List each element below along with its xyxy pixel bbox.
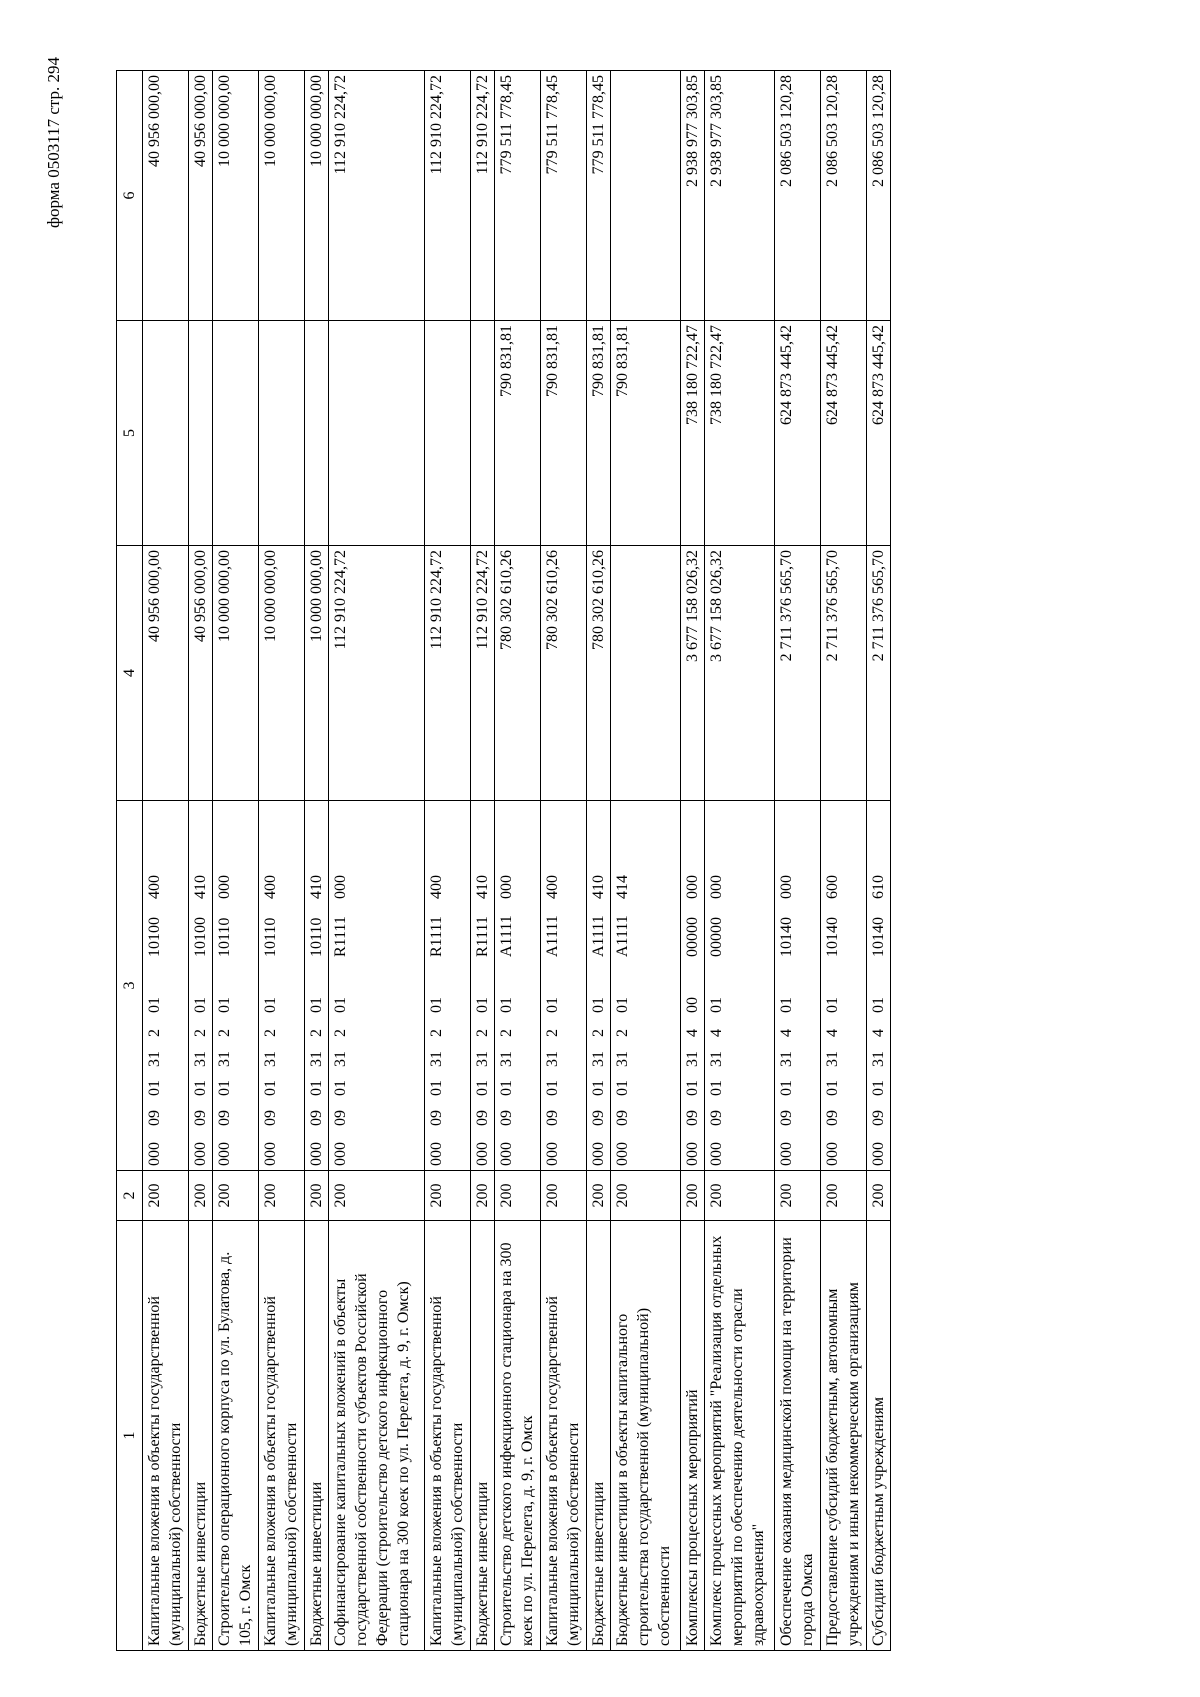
row-value-5: 790 831,81 bbox=[587, 321, 611, 546]
code-part-5: 4 bbox=[708, 1029, 725, 1037]
row-line-code: 200 bbox=[259, 1171, 305, 1221]
row-line-code: 200 bbox=[587, 1171, 611, 1221]
row-name: Капитальные вложения в объекты государственной (муниципальной) собственности bbox=[425, 1221, 471, 1651]
code-part-3: 01 bbox=[474, 1080, 491, 1096]
code-part-1: 000 bbox=[684, 1142, 701, 1166]
row-budget-code bbox=[213, 801, 259, 1171]
row-value-5 bbox=[305, 321, 329, 546]
code-part-9: 400 bbox=[428, 875, 445, 899]
code-part-5: 2 bbox=[614, 1029, 631, 1037]
budget-table bbox=[116, 70, 891, 1651]
row-value-5 bbox=[189, 321, 213, 546]
code-part-1: 000 bbox=[778, 1142, 795, 1166]
row-value-6: 2 086 503 120,28 bbox=[867, 71, 891, 321]
row-budget-code bbox=[705, 801, 775, 1171]
code-part-4: 31 bbox=[870, 1051, 887, 1067]
row-line-code: 200 bbox=[495, 1171, 541, 1221]
row-budget-code bbox=[587, 801, 611, 1171]
code-part-9: 410 bbox=[474, 875, 491, 899]
code-part-8: A1111 bbox=[590, 915, 607, 957]
code-part-8: 10110 bbox=[308, 917, 325, 957]
code-part-4: 31 bbox=[824, 1051, 841, 1067]
code-part-6: 01 bbox=[146, 997, 163, 1013]
row-value-5 bbox=[471, 321, 495, 546]
table-row bbox=[329, 71, 425, 1651]
code-part-9: 410 bbox=[192, 875, 209, 899]
code-part-2: 09 bbox=[544, 1110, 561, 1126]
code-part-4: 31 bbox=[428, 1051, 445, 1067]
code-part-6: 01 bbox=[308, 997, 325, 1013]
code-part-6: 01 bbox=[474, 997, 491, 1013]
code-part-2: 09 bbox=[474, 1110, 491, 1126]
header-col-6: 6 bbox=[117, 71, 143, 321]
code-part-9: 410 bbox=[308, 875, 325, 899]
code-part-2: 09 bbox=[192, 1110, 209, 1126]
row-value-4: 2 711 376 565,70 bbox=[775, 546, 821, 801]
row-value-6: 779 511 778,45 bbox=[541, 71, 587, 321]
code-part-5: 2 bbox=[146, 1029, 163, 1037]
code-part-2: 09 bbox=[824, 1110, 841, 1126]
code-part-1: 000 bbox=[192, 1142, 209, 1166]
code-part-5: 2 bbox=[474, 1029, 491, 1037]
code-part-2: 09 bbox=[870, 1110, 887, 1126]
row-budget-code bbox=[329, 801, 425, 1171]
row-value-6: 112 910 224,72 bbox=[471, 71, 495, 321]
table-row bbox=[611, 71, 681, 1651]
row-line-code: 200 bbox=[681, 1171, 705, 1221]
row-value-6: 40 956 000,00 bbox=[189, 71, 213, 321]
table-header-row bbox=[117, 71, 143, 1651]
header-col-5: 5 bbox=[117, 321, 143, 546]
code-part-1: 000 bbox=[262, 1142, 279, 1166]
row-budget-code bbox=[821, 801, 867, 1171]
row-name: Бюджетные инвестиции bbox=[189, 1221, 213, 1651]
table-row bbox=[189, 71, 213, 1651]
row-value-4: 112 910 224,72 bbox=[471, 546, 495, 801]
code-part-3: 01 bbox=[614, 1080, 631, 1096]
code-part-5: 2 bbox=[428, 1029, 445, 1037]
code-part-4: 31 bbox=[684, 1051, 701, 1067]
row-value-4: 780 302 610,26 bbox=[495, 546, 541, 801]
code-part-3: 01 bbox=[332, 1080, 349, 1096]
code-part-4: 31 bbox=[332, 1051, 349, 1067]
code-part-3: 01 bbox=[590, 1080, 607, 1096]
code-part-9: 000 bbox=[778, 875, 795, 899]
row-value-6 bbox=[611, 71, 681, 321]
code-part-5: 2 bbox=[216, 1029, 233, 1037]
code-part-8: A1111 bbox=[614, 915, 631, 957]
code-part-8: 00000 bbox=[684, 917, 701, 957]
code-part-2: 09 bbox=[778, 1110, 795, 1126]
row-value-5: 790 831,81 bbox=[611, 321, 681, 546]
code-part-2: 09 bbox=[216, 1110, 233, 1126]
row-value-5 bbox=[259, 321, 305, 546]
row-line-code: 200 bbox=[305, 1171, 329, 1221]
code-part-5: 2 bbox=[192, 1029, 209, 1037]
code-part-1: 000 bbox=[498, 1142, 515, 1166]
code-part-3: 01 bbox=[498, 1080, 515, 1096]
row-name: Обеспечение оказания медицинской помощи на территории города Омска bbox=[775, 1221, 821, 1651]
code-part-4: 31 bbox=[192, 1051, 209, 1067]
table-row bbox=[471, 71, 495, 1651]
row-budget-code bbox=[611, 801, 681, 1171]
table-row bbox=[213, 71, 259, 1651]
code-part-4: 31 bbox=[308, 1051, 325, 1067]
code-part-5: 4 bbox=[870, 1029, 887, 1037]
row-value-6: 10 000 000,00 bbox=[305, 71, 329, 321]
row-value-4: 2 711 376 565,70 bbox=[867, 546, 891, 801]
row-name: Бюджетные инвестиции bbox=[305, 1221, 329, 1651]
code-part-6: 01 bbox=[332, 997, 349, 1013]
row-value-6: 10 000 000,00 bbox=[259, 71, 305, 321]
code-part-2: 09 bbox=[684, 1110, 701, 1126]
code-part-4: 31 bbox=[614, 1051, 631, 1067]
row-line-code: 200 bbox=[611, 1171, 681, 1221]
row-name: Софинансирование капитальных вложений в объекты государственной собственности субъектов Российской Федерации (строительство детского инфекционного стационара на 300 коек по ул. Перелета, д. 9, г. Омск) bbox=[329, 1221, 425, 1651]
code-part-6: 01 bbox=[544, 997, 561, 1013]
code-part-3: 01 bbox=[544, 1080, 561, 1096]
code-part-8: 10110 bbox=[262, 917, 279, 957]
code-part-6: 00 bbox=[684, 997, 701, 1013]
row-value-5: 738 180 722,47 bbox=[705, 321, 775, 546]
code-part-1: 000 bbox=[544, 1142, 561, 1166]
code-part-9: 600 bbox=[824, 875, 841, 899]
code-part-5: 2 bbox=[262, 1029, 279, 1037]
row-line-code: 200 bbox=[213, 1171, 259, 1221]
code-part-1: 000 bbox=[308, 1142, 325, 1166]
code-part-4: 31 bbox=[498, 1051, 515, 1067]
row-budget-code bbox=[867, 801, 891, 1171]
row-value-6: 2 086 503 120,28 bbox=[775, 71, 821, 321]
row-budget-code bbox=[143, 801, 189, 1171]
row-name: Капитальные вложения в объекты государственной (муниципальной) собственности bbox=[541, 1221, 587, 1651]
row-budget-code bbox=[681, 801, 705, 1171]
code-part-4: 31 bbox=[146, 1051, 163, 1067]
row-value-4: 112 910 224,72 bbox=[329, 546, 425, 801]
code-part-9: 400 bbox=[146, 875, 163, 899]
header-col-3: 3 bbox=[117, 801, 143, 1171]
code-part-8: R1111 bbox=[332, 916, 349, 957]
row-value-5: 738 180 722,47 bbox=[681, 321, 705, 546]
code-part-2: 09 bbox=[614, 1110, 631, 1126]
row-name: Бюджетные инвестиции bbox=[471, 1221, 495, 1651]
code-part-8: R1111 bbox=[474, 916, 491, 957]
table-row bbox=[495, 71, 541, 1651]
code-part-8: 10140 bbox=[824, 917, 841, 957]
row-value-5 bbox=[425, 321, 471, 546]
code-part-2: 09 bbox=[590, 1110, 607, 1126]
code-part-1: 000 bbox=[428, 1142, 445, 1166]
row-budget-code bbox=[471, 801, 495, 1171]
table-row bbox=[681, 71, 705, 1651]
row-value-4: 10 000 000,00 bbox=[213, 546, 259, 801]
code-part-2: 09 bbox=[428, 1110, 445, 1126]
row-value-4: 10 000 000,00 bbox=[259, 546, 305, 801]
row-value-6: 2 938 977 303,85 bbox=[681, 71, 705, 321]
row-value-6: 10 000 000,00 bbox=[213, 71, 259, 321]
code-part-9: 000 bbox=[498, 875, 515, 899]
code-part-3: 01 bbox=[262, 1080, 279, 1096]
row-value-4: 3 677 158 026,32 bbox=[681, 546, 705, 801]
code-part-4: 31 bbox=[474, 1051, 491, 1067]
code-part-5: 4 bbox=[778, 1029, 795, 1037]
row-value-4: 2 711 376 565,70 bbox=[821, 546, 867, 801]
code-part-3: 01 bbox=[216, 1080, 233, 1096]
table-body bbox=[143, 71, 891, 1651]
code-part-9: 000 bbox=[216, 875, 233, 899]
row-line-code: 200 bbox=[705, 1171, 775, 1221]
code-part-6: 01 bbox=[870, 997, 887, 1013]
row-value-4: 780 302 610,26 bbox=[587, 546, 611, 801]
code-part-6: 01 bbox=[192, 997, 209, 1013]
row-line-code: 200 bbox=[867, 1171, 891, 1221]
row-line-code: 200 bbox=[821, 1171, 867, 1221]
row-value-5 bbox=[213, 321, 259, 546]
code-part-3: 01 bbox=[146, 1080, 163, 1096]
code-part-6: 01 bbox=[824, 997, 841, 1013]
code-part-6: 01 bbox=[216, 997, 233, 1013]
row-value-5: 790 831,81 bbox=[541, 321, 587, 546]
table-row bbox=[821, 71, 867, 1651]
code-part-6: 01 bbox=[428, 997, 445, 1013]
code-part-1: 000 bbox=[614, 1142, 631, 1166]
code-part-2: 09 bbox=[146, 1110, 163, 1126]
table-row bbox=[305, 71, 329, 1651]
row-value-4 bbox=[611, 546, 681, 801]
code-part-3: 01 bbox=[778, 1080, 795, 1096]
row-line-code: 200 bbox=[775, 1171, 821, 1221]
row-value-4: 10 000 000,00 bbox=[305, 546, 329, 801]
code-part-6: 01 bbox=[778, 997, 795, 1013]
table-row bbox=[775, 71, 821, 1651]
code-part-2: 09 bbox=[262, 1110, 279, 1126]
code-part-3: 01 bbox=[192, 1080, 209, 1096]
code-part-2: 09 bbox=[498, 1110, 515, 1126]
row-name: Предоставление субсидий бюджетным, автономным учреждениям и иным некоммерческим организациям bbox=[821, 1221, 867, 1651]
code-part-2: 09 bbox=[708, 1110, 725, 1126]
code-part-4: 31 bbox=[216, 1051, 233, 1067]
header-col-2: 2 bbox=[117, 1171, 143, 1221]
table-row bbox=[867, 71, 891, 1651]
row-name: Капитальные вложения в объекты государственной (муниципальной) собственности bbox=[143, 1221, 189, 1651]
code-part-2: 09 bbox=[332, 1110, 349, 1126]
code-part-8: 10140 bbox=[778, 917, 795, 957]
code-part-1: 000 bbox=[216, 1142, 233, 1166]
code-part-1: 000 bbox=[824, 1142, 841, 1166]
code-part-6: 01 bbox=[262, 997, 279, 1013]
code-part-3: 01 bbox=[870, 1080, 887, 1096]
code-part-4: 31 bbox=[778, 1051, 795, 1067]
row-value-6: 779 511 778,45 bbox=[495, 71, 541, 321]
code-part-6: 01 bbox=[498, 997, 515, 1013]
row-line-code: 200 bbox=[189, 1171, 213, 1221]
row-value-5: 624 873 445,42 bbox=[821, 321, 867, 546]
code-part-1: 000 bbox=[474, 1142, 491, 1166]
code-part-3: 01 bbox=[428, 1080, 445, 1096]
row-value-6: 779 511 778,45 bbox=[587, 71, 611, 321]
row-value-5 bbox=[143, 321, 189, 546]
code-part-8: A1111 bbox=[498, 915, 515, 957]
row-value-4: 40 956 000,00 bbox=[143, 546, 189, 801]
row-value-5: 790 831,81 bbox=[495, 321, 541, 546]
row-budget-code bbox=[189, 801, 213, 1171]
code-part-5: 2 bbox=[544, 1029, 561, 1037]
code-part-5: 2 bbox=[332, 1029, 349, 1037]
row-budget-code bbox=[259, 801, 305, 1171]
row-line-code: 200 bbox=[471, 1171, 495, 1221]
row-line-code: 200 bbox=[425, 1171, 471, 1221]
row-name: Капитальные вложения в объекты государственной (муниципальной) собственности bbox=[259, 1221, 305, 1651]
table-row bbox=[143, 71, 189, 1651]
code-part-1: 000 bbox=[146, 1142, 163, 1166]
code-part-4: 31 bbox=[590, 1051, 607, 1067]
code-part-8: 00000 bbox=[708, 917, 725, 957]
code-part-9: 000 bbox=[708, 875, 725, 899]
code-part-6: 01 bbox=[708, 997, 725, 1013]
code-part-4: 31 bbox=[708, 1051, 725, 1067]
row-name: Комплекс процессных мероприятий "Реализация отдельных мероприятий по обеспечению деятельности отрасли здравоохранения" bbox=[705, 1221, 775, 1651]
code-part-8: 10110 bbox=[216, 917, 233, 957]
row-value-4: 112 910 224,72 bbox=[425, 546, 471, 801]
row-value-4: 40 956 000,00 bbox=[189, 546, 213, 801]
table-row bbox=[705, 71, 775, 1651]
code-part-8: A1111 bbox=[544, 915, 561, 957]
row-value-6: 40 956 000,00 bbox=[143, 71, 189, 321]
row-line-code: 200 bbox=[541, 1171, 587, 1221]
code-part-5: 4 bbox=[684, 1029, 701, 1037]
row-value-4: 780 302 610,26 bbox=[541, 546, 587, 801]
row-value-5: 624 873 445,42 bbox=[775, 321, 821, 546]
row-budget-code bbox=[425, 801, 471, 1171]
code-part-1: 000 bbox=[590, 1142, 607, 1166]
code-part-9: 410 bbox=[590, 875, 607, 899]
row-value-4: 3 677 158 026,32 bbox=[705, 546, 775, 801]
form-reference: форма 0503117 стр. 294 bbox=[44, 57, 63, 228]
code-part-9: 414 bbox=[614, 875, 631, 899]
code-part-8: R1111 bbox=[428, 916, 445, 957]
row-name: Строительство детского инфекционного стационара на 300 коек по ул. Перелета, д. 9, г. Омск bbox=[495, 1221, 541, 1651]
row-value-6: 2 086 503 120,28 bbox=[821, 71, 867, 321]
code-part-9: 400 bbox=[544, 875, 561, 899]
code-part-6: 01 bbox=[614, 997, 631, 1013]
code-part-5: 2 bbox=[590, 1029, 607, 1037]
table-row bbox=[259, 71, 305, 1651]
code-part-8: 10140 bbox=[870, 917, 887, 957]
code-part-4: 31 bbox=[262, 1051, 279, 1067]
code-part-9: 610 bbox=[870, 875, 887, 899]
code-part-3: 01 bbox=[824, 1080, 841, 1096]
code-part-9: 000 bbox=[332, 875, 349, 899]
code-part-4: 31 bbox=[544, 1051, 561, 1067]
code-part-6: 01 bbox=[590, 997, 607, 1013]
table-row bbox=[587, 71, 611, 1651]
code-part-9: 400 bbox=[262, 875, 279, 899]
header-col-1: 1 bbox=[117, 1221, 143, 1651]
code-part-3: 01 bbox=[308, 1080, 325, 1096]
row-value-6: 112 910 224,72 bbox=[329, 71, 425, 321]
row-value-6: 112 910 224,72 bbox=[425, 71, 471, 321]
row-line-code: 200 bbox=[329, 1171, 425, 1221]
row-value-5 bbox=[329, 321, 425, 546]
row-line-code: 200 bbox=[143, 1171, 189, 1221]
row-name: Бюджетные инвестиции в объекты капитального строительства государственной (муниципальной) собственности bbox=[611, 1221, 681, 1651]
code-part-2: 09 bbox=[308, 1110, 325, 1126]
code-part-1: 000 bbox=[332, 1142, 349, 1166]
table-row bbox=[425, 71, 471, 1651]
code-part-8: 10100 bbox=[192, 917, 209, 957]
code-part-3: 01 bbox=[708, 1080, 725, 1096]
code-part-3: 01 bbox=[684, 1080, 701, 1096]
row-budget-code bbox=[305, 801, 329, 1171]
row-name: Бюджетные инвестиции bbox=[587, 1221, 611, 1651]
code-part-1: 000 bbox=[708, 1142, 725, 1166]
row-budget-code bbox=[541, 801, 587, 1171]
row-name: Субсидии бюджетным учреждениям bbox=[867, 1221, 891, 1651]
row-value-5: 624 873 445,42 bbox=[867, 321, 891, 546]
code-part-5: 2 bbox=[308, 1029, 325, 1037]
code-part-1: 000 bbox=[870, 1142, 887, 1166]
header-col-4: 4 bbox=[117, 546, 143, 801]
table-row bbox=[541, 71, 587, 1651]
row-name: Строительство операционного корпуса по ул. Булатова, д. 105, г. Омск bbox=[213, 1221, 259, 1651]
code-part-9: 000 bbox=[684, 875, 701, 899]
code-part-5: 4 bbox=[824, 1029, 841, 1037]
row-name: Комплексы процессных мероприятий bbox=[681, 1221, 705, 1651]
row-budget-code bbox=[495, 801, 541, 1171]
code-part-8: 10100 bbox=[146, 917, 163, 957]
code-part-5: 2 bbox=[498, 1029, 515, 1037]
row-value-6: 2 938 977 303,85 bbox=[705, 71, 775, 321]
row-budget-code bbox=[775, 801, 821, 1171]
